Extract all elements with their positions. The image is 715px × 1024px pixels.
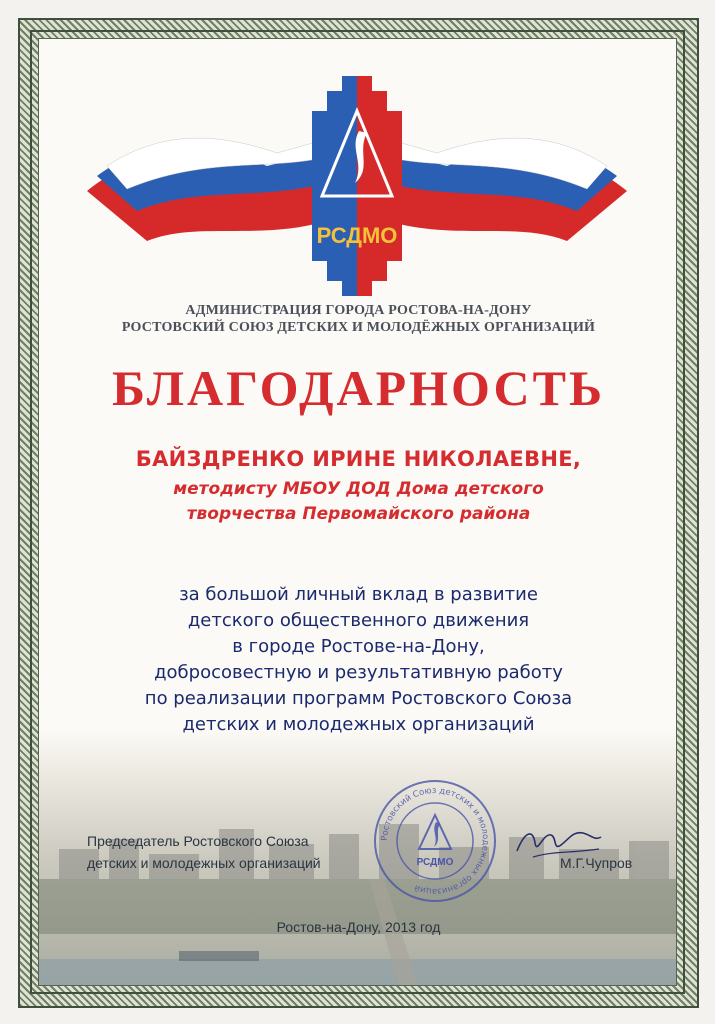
signatory-name: М.Г.Чупров <box>560 855 633 871</box>
official-stamp <box>371 777 499 905</box>
org-line-2: РОСТОВСКИЙ СОЮЗ ДЕТСКИХ И МОЛОДЁЖНЫХ ОРГАНИЗАЦИЙ <box>121 320 596 335</box>
body-line: детских и молодежных организаций <box>182 714 535 735</box>
rsdmo-logo <box>87 71 627 301</box>
signatory-title-line-1: Председатель Ростовского Союза <box>87 833 309 849</box>
certificate-sheet <box>38 38 677 986</box>
handwritten-signature <box>513 821 603 863</box>
body-line: детского общественного движения <box>187 610 530 631</box>
org-line-1: АДМИНИСТРАЦИЯ ГОРОДА РОСТОВА-НА-ДОНУ <box>185 303 532 318</box>
place-and-date: Ростов-на-Дону, 2013 год <box>276 919 441 935</box>
body-line: в городе Ростове-на-Дону, <box>232 636 485 657</box>
body-line: по реализации программ Ростовского Союза <box>144 688 573 709</box>
recipient-position-line-2: творчества Первомайского района <box>186 504 531 524</box>
recipient-name: БАЙЗДРЕНКО ИРИНЕ НИКОЛАЕВНЕ, <box>135 447 582 471</box>
signatory-title-line-2: детских и молодежных организаций <box>87 855 321 871</box>
body-line: добросовестную и результативную работу <box>154 662 563 683</box>
certificate-title: БЛАГОДАРНОСТЬ <box>111 360 606 416</box>
body-line: за большой личный вклад в развитие <box>179 584 538 605</box>
logo-text: РСДМО <box>316 223 398 248</box>
stamp-ring-text: Ростовский Союз детских и молодежных организаций <box>379 785 491 897</box>
recipient-position-line-1: методисту МБОУ ДОД Дома детского <box>173 479 544 499</box>
stamp-center-text: РСДМО <box>416 857 454 868</box>
